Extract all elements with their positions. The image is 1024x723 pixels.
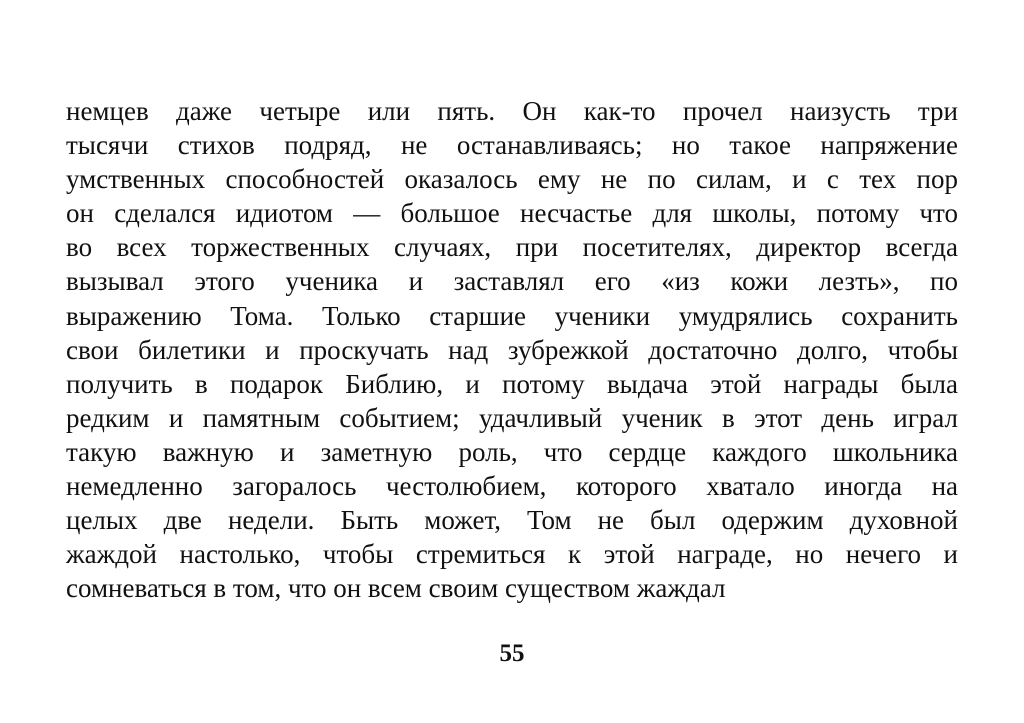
text-line: во всех торжественных случаях, при посетителях, директор всегда <box>66 232 958 263</box>
body-text <box>66 94 958 605</box>
text-line: тысячи стихов подряд, не останавливаясь; но такое напряжение <box>66 130 958 161</box>
text-line: свои билетики и проскучать над зубрежкой достаточно долго, чтобы <box>66 334 958 365</box>
text-line: выражению Тома. Только старшие ученики умудрялись сохранить <box>66 300 958 331</box>
text-line: немцев даже четыре или пять. Он как-то прочел наизусть три <box>66 96 958 126</box>
text-line: целых две недели. Быть может, Том не был одержим духовной <box>66 505 958 536</box>
text-line: умственных способностей оказалось ему не по силам, и с тех пор <box>66 164 958 195</box>
text-line: жаждой настолько, чтобы стремиться к этой награде, но нечего и <box>66 539 958 570</box>
text-line: вызывал этого ученика и заставлял его «из кожи лезть», по <box>66 266 958 297</box>
text-line: получить в подарок Библию, и потому выдача этой награды была <box>66 368 958 399</box>
text-line: немедленно загоралось честолюбием, которого хватало иногда на <box>66 471 958 502</box>
text-line-last: сомневаться в том, что он всем своим существом жаждал <box>66 573 726 604</box>
text-line: редким и памятным событием; удачливый ученик в этот день играл <box>66 402 958 433</box>
page-number: 55 <box>499 640 525 667</box>
text-line: такую важную и заметную роль, что сердце каждого школьника <box>66 436 958 467</box>
text-line: он сделался идиотом — большое несчастье для школы, потому что <box>66 198 958 229</box>
